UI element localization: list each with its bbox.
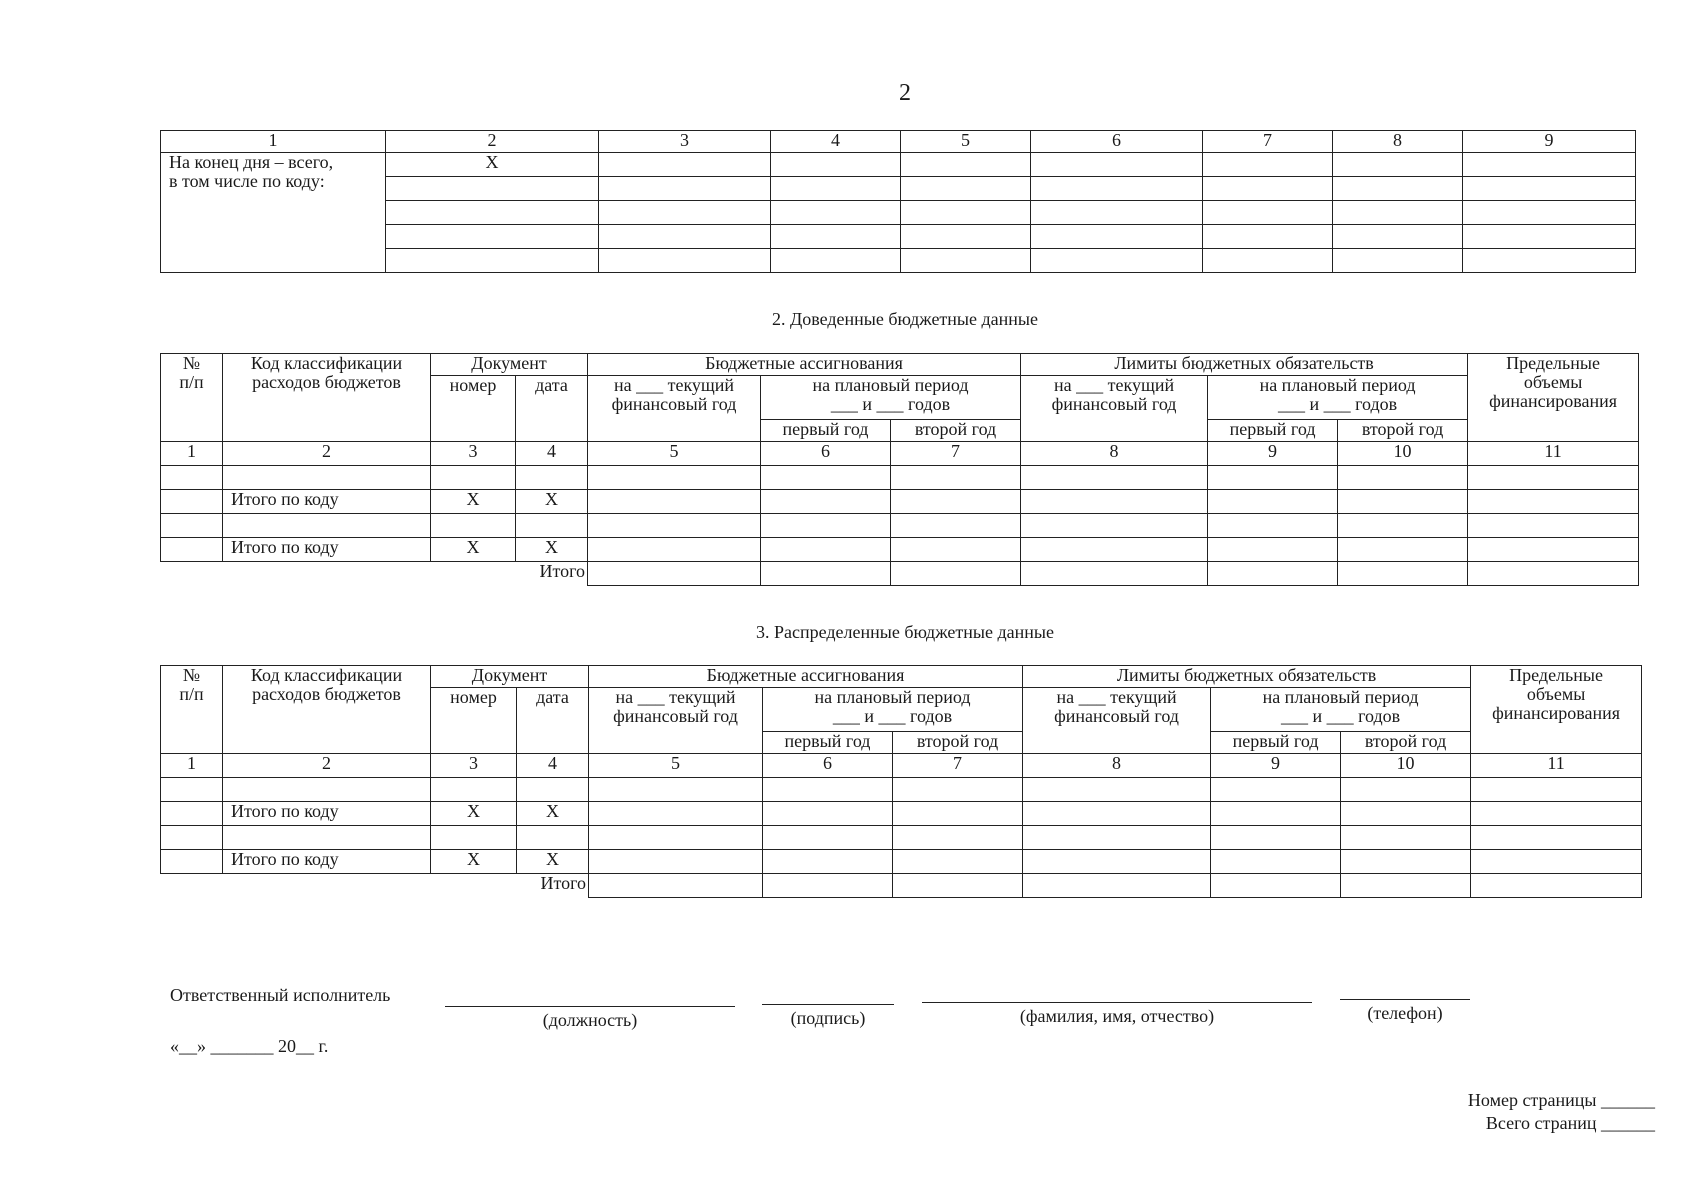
table-row [161, 826, 1642, 850]
column-number: 2 [386, 131, 599, 153]
column-number: 3 [431, 442, 516, 466]
column-header-assignments: Бюджетные ассигнования [589, 666, 1023, 688]
column-number: 2 [223, 442, 431, 466]
subtotal-row [161, 490, 1639, 514]
subtotal-row [161, 850, 1642, 874]
mark-cell: Х [431, 802, 517, 826]
total-pages-label: Всего страниц ______ [1485, 1113, 1655, 1133]
column-header-second-year: второй год [893, 732, 1023, 754]
column-header-plan-period: на плановый период ___ и ___ годов [1211, 688, 1471, 732]
column-number: 11 [1468, 442, 1639, 466]
mark-cell: Х [517, 802, 589, 826]
column-header-assignments: Бюджетные ассигнования [588, 354, 1021, 376]
column-header-plan-period: на плановый период ___ и ___ годов [761, 376, 1021, 420]
column-header-number: № п/п [161, 666, 223, 754]
column-header-doc-date: дата [516, 376, 588, 442]
total-row [161, 562, 1639, 586]
subtotal-row [161, 802, 1642, 826]
column-number: 1 [161, 442, 223, 466]
column-header-plan-period: на плановый период ___ и ___ годов [763, 688, 1023, 732]
position-caption: (должность) [542, 1010, 638, 1030]
column-number: 8 [1333, 131, 1463, 153]
column-header-number: № п/п [161, 354, 223, 442]
column-number: 11 [1471, 754, 1642, 778]
mark-cell: Х [517, 850, 589, 874]
column-number: 7 [891, 442, 1021, 466]
column-header-first-year: первый год [761, 420, 891, 442]
subtotal-label: Итого по коду [223, 490, 431, 514]
column-header-limits: Лимиты бюджетных обязательств [1021, 354, 1468, 376]
mark-cell: Х [516, 538, 588, 562]
column-header-financing: Предельные объемы финансирования [1471, 666, 1642, 754]
end-of-day-table [160, 130, 1636, 273]
page-number: 2 [899, 80, 911, 106]
mark-cell: Х [431, 538, 516, 562]
column-header-current-year: на ___ текущий финансовый год [1023, 688, 1211, 754]
column-header-current-year: на ___ текущий финансовый год [589, 688, 763, 754]
column-header-doc-number: номер [431, 688, 517, 754]
header-row [161, 666, 1642, 688]
column-number: 4 [771, 131, 901, 153]
column-number-row [161, 442, 1639, 466]
column-number: 9 [1208, 442, 1338, 466]
delivered-budget-table [160, 353, 1639, 586]
date-line: «__» _______ 20__ г. [170, 1036, 329, 1056]
column-header-current-year: на ___ текущий финансовый год [1021, 376, 1208, 442]
column-header-first-year: первый год [1211, 732, 1341, 754]
column-number: 8 [1023, 754, 1211, 778]
column-header-current-year: на ___ текущий финансовый год [588, 376, 761, 442]
subtotal-label: Итого по коду [223, 802, 431, 826]
column-header-first-year: первый год [763, 732, 893, 754]
column-number: 8 [1021, 442, 1208, 466]
column-header-code: Код классификации расходов бюджетов [223, 354, 431, 442]
mark-cell: Х [386, 153, 599, 177]
section-2-title: 2. Доведенные бюджетные данные [771, 309, 1039, 329]
column-header-second-year: второй год [891, 420, 1021, 442]
column-header-doc-date: дата [517, 688, 589, 754]
mark-cell: Х [431, 850, 517, 874]
column-number: 7 [1203, 131, 1333, 153]
mark-cell: Х [431, 490, 516, 514]
column-number: 3 [431, 754, 517, 778]
subtotal-label: Итого по коду [223, 538, 431, 562]
subtotal-label: Итого по коду [223, 850, 431, 874]
column-number: 5 [901, 131, 1031, 153]
header-row [161, 354, 1639, 376]
column-header-doc-number: номер [431, 376, 516, 442]
table-row [161, 466, 1639, 490]
column-number: 2 [223, 754, 431, 778]
column-number: 6 [763, 754, 893, 778]
column-header-financing: Предельные объемы финансирования [1468, 354, 1639, 442]
table-row [161, 778, 1642, 802]
column-number: 10 [1338, 442, 1468, 466]
column-header-second-year: второй год [1341, 732, 1471, 754]
table-row [161, 153, 1636, 177]
page-number-label: Номер страницы ______ [1467, 1090, 1655, 1110]
column-number: 6 [1031, 131, 1203, 153]
column-header-second-year: второй год [1338, 420, 1468, 442]
signature-line [762, 1004, 894, 1005]
executor-label: Ответственный исполнитель [170, 985, 391, 1005]
column-number-row [161, 754, 1642, 778]
phone-caption: (телефон) [1367, 1003, 1443, 1023]
signature-caption: (подпись) [790, 1008, 866, 1028]
phone-line [1340, 999, 1470, 1000]
mark-cell: Х [516, 490, 588, 514]
column-header-plan-period: на плановый период ___ и ___ годов [1208, 376, 1468, 420]
column-number: 5 [589, 754, 763, 778]
distributed-budget-table [160, 665, 1642, 898]
column-header-first-year: первый год [1208, 420, 1338, 442]
column-number: 3 [599, 131, 771, 153]
column-number: 1 [161, 131, 386, 153]
column-number: 4 [517, 754, 589, 778]
column-number: 5 [588, 442, 761, 466]
column-number: 10 [1341, 754, 1471, 778]
column-number-row [161, 131, 1636, 153]
total-label: Итого [516, 562, 588, 586]
column-number: 7 [893, 754, 1023, 778]
section-3-title: 3. Распределенные бюджетные данные [756, 622, 1054, 642]
column-number: 1 [161, 754, 223, 778]
total-label: Итого [517, 874, 589, 898]
column-header-limits: Лимиты бюджетных обязательств [1023, 666, 1471, 688]
position-line [445, 1006, 735, 1007]
row-label: На конец дня – всего, в том числе по коду: [161, 153, 386, 273]
column-header-code: Код классификации расходов бюджетов [223, 666, 431, 754]
column-number: 9 [1211, 754, 1341, 778]
column-header-document: Документ [431, 354, 588, 376]
column-header-document: Документ [431, 666, 589, 688]
name-caption: (фамилия, имя, отчество) [1019, 1006, 1215, 1026]
column-number: 9 [1463, 131, 1636, 153]
name-line [922, 1002, 1312, 1003]
total-row [161, 874, 1642, 898]
column-number: 6 [761, 442, 891, 466]
table-row [161, 514, 1639, 538]
column-number: 4 [516, 442, 588, 466]
subtotal-row [161, 538, 1639, 562]
